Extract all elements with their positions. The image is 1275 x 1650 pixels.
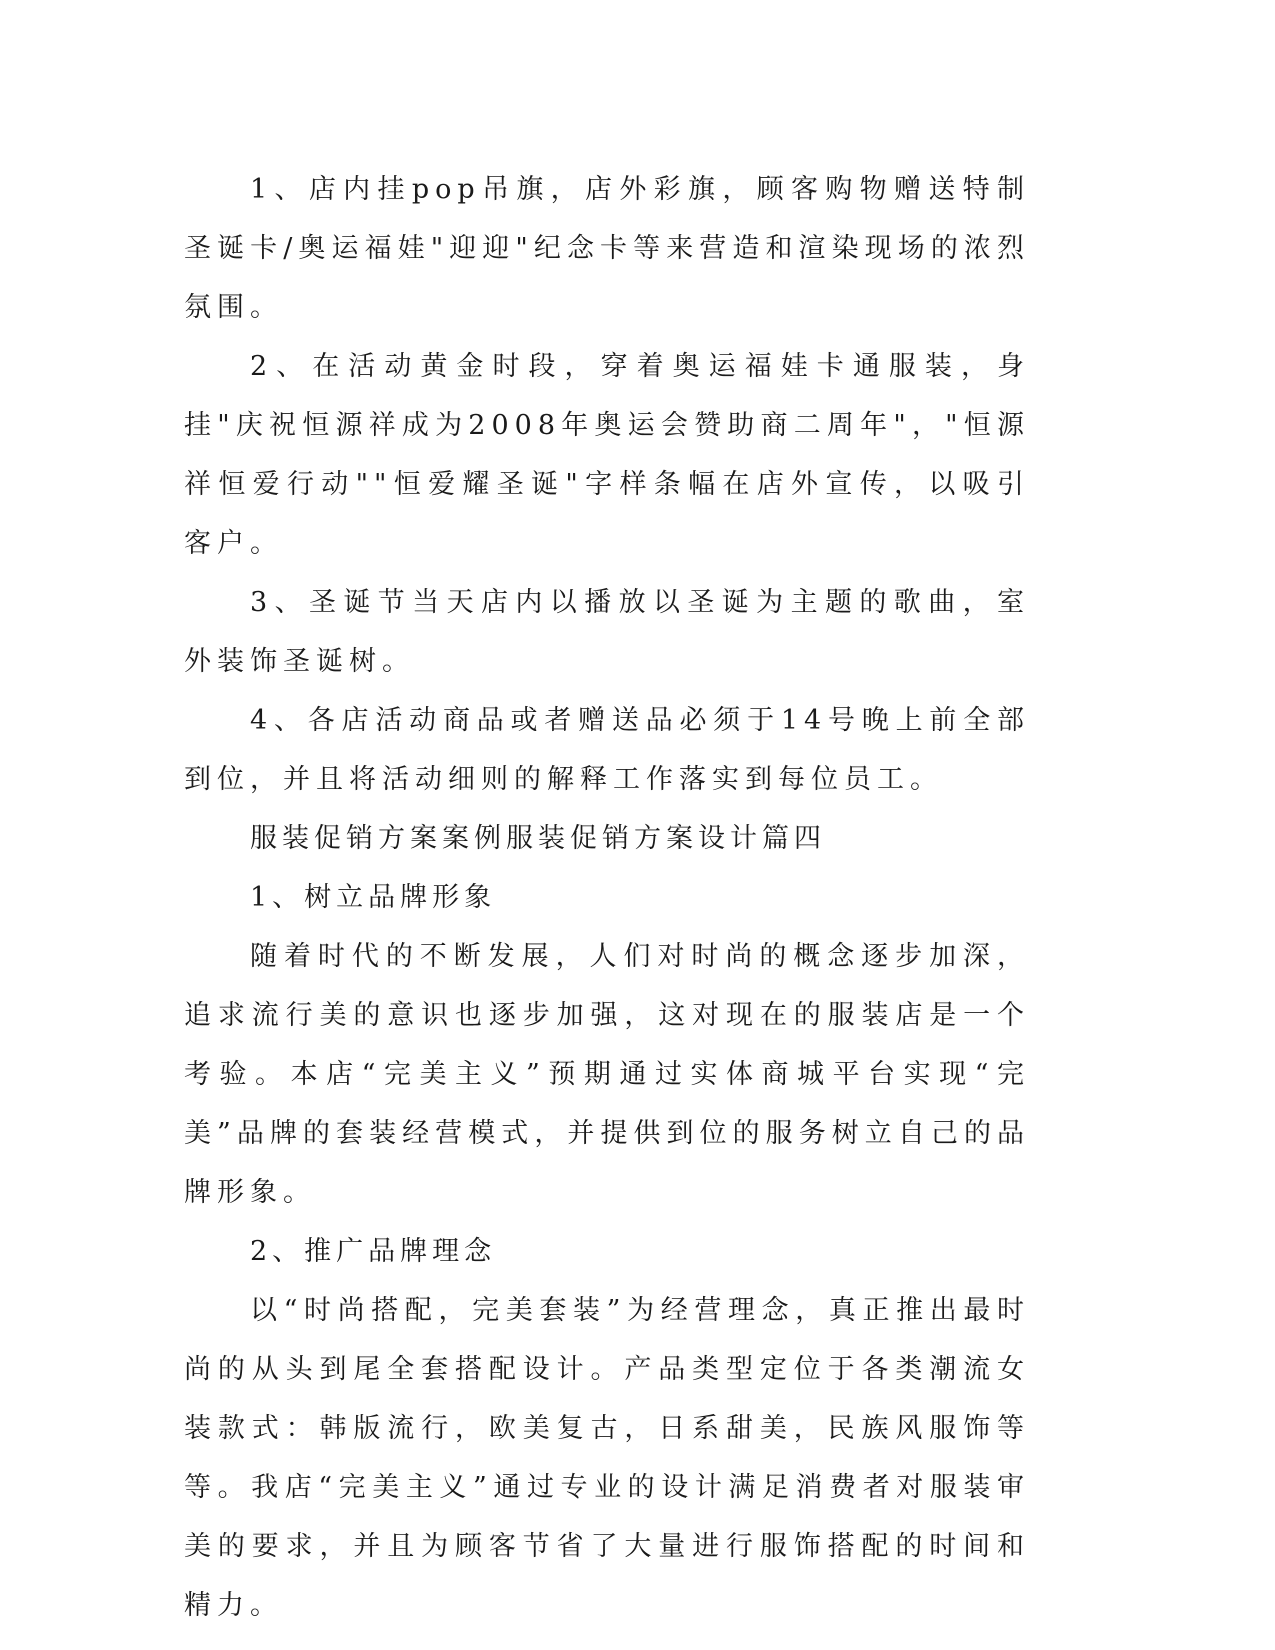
paragraph-decoration: 1、店内挂pop吊旗，店外彩旗，顾客购物赠送特制圣诞卡/奥运福娃"迎迎"纪念卡等来营造和渲染现场的浓烈氛围。	[184, 174, 1030, 323]
paragraph-brand-concept: 以“时尚搭配，完美套装”为经营理念，真正推出最时尚的从头到尾全套搭配设计。产品类型定位于各类潮流女装款式：韩版流行，欧美复古，日系甜美，民族风服饰等等。我店“完美主义”通过专业的设计满足消费者对服装审美的要求，并且为顾客节省了大量进行服饰搭配的时间和精力。	[184, 1295, 1030, 1621]
paragraph-costume-promotion: 2、在活动黄金时段，穿着奥运福娃卡通服装，身挂"庆祝恒源祥成为2008年奥运会赞助商二周年"，"恒源祥恒爱行动""恒爱耀圣诞"字样条幅在店外宣传，以吸引客户。	[184, 351, 1030, 559]
section-heading: 服装促销方案案例服装促销方案设计篇四	[250, 823, 826, 854]
subheading-brand-image: 1、树立品牌形象	[250, 882, 497, 913]
paragraph-brand-image: 随着时代的不断发展，人们对时尚的概念逐步加深，追求流行美的意识也逐步加强，这对现在的服装店是一个考验。本店“完美主义”预期通过实体商城平台实现“完美”品牌的套装经营模式，并提供到位的服务树立自己的品牌形象。	[184, 941, 1030, 1208]
subheading-brand-concept: 2、推广品牌理念	[250, 1236, 497, 1267]
paragraph-christmas-music: 3、圣诞节当天店内以播放以圣诞为主题的歌曲，室外装饰圣诞树。	[184, 587, 1030, 677]
paragraph-goods-arrival: 4、各店活动商品或者赠送品必须于14号晚上前全部到位，并且将活动细则的解释工作落实到每位员工。	[184, 705, 1030, 795]
document-body	[184, 160, 1030, 1635]
